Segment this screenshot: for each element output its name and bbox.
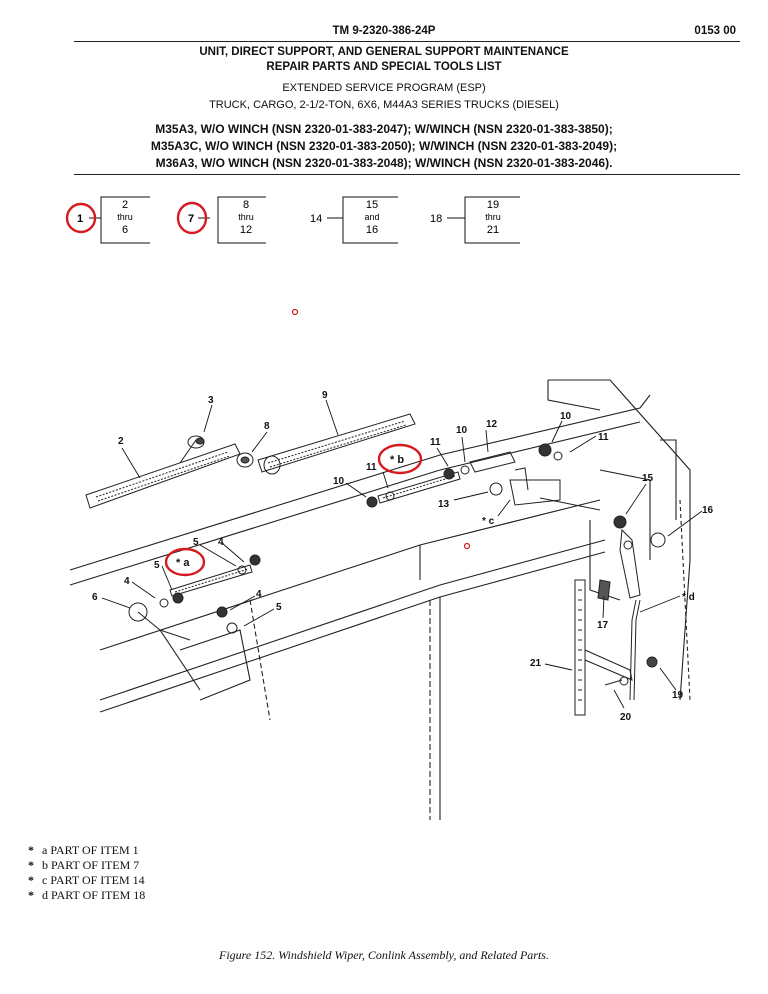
- legend-item: [28, 858, 139, 873]
- callout-8: 8: [264, 421, 270, 432]
- callout-10: 10: [333, 476, 345, 487]
- group-range-start: 2: [121, 199, 129, 211]
- wiper-arm-left: [86, 436, 253, 508]
- program-line: EXTENDED SERVICE PROGRAM (ESP): [282, 82, 486, 94]
- group-item-18: 18: [430, 213, 443, 225]
- group-range-end: 21: [486, 224, 500, 236]
- model-line-3: M36A3, W/O WINCH (NSN 2320-01-383-2048); W/WINCH (NSN 2320-01-383-2046).: [155, 156, 613, 170]
- model-line-2: M35A3C, W/O WINCH (NSN 2320-01-383-2050); W/WINCH (NSN 2320-01-383-2049);: [150, 139, 618, 153]
- legend-star: *: [28, 858, 34, 872]
- title-line-1: UNIT, DIRECT SUPPORT, AND GENERAL SUPPORT MAINTENANCE: [199, 46, 569, 58]
- callout-star-b: * b: [390, 454, 405, 466]
- callout-10: 10: [456, 425, 468, 436]
- legend-item: [28, 873, 145, 888]
- callout-star-a: * a: [176, 557, 190, 569]
- callout-4: 4: [124, 576, 130, 587]
- callout-13: 13: [438, 499, 450, 510]
- callout-numbers: [92, 390, 714, 723]
- callout-15: 15: [642, 473, 654, 484]
- callout-10: 10: [560, 411, 572, 422]
- callout-5: 5: [276, 602, 282, 613]
- callout-4: 4: [256, 589, 262, 600]
- legend-text: a PART OF ITEM 1: [42, 843, 139, 857]
- drive-link-left: [129, 555, 260, 640]
- group-range-end: 6: [121, 224, 129, 236]
- figure-caption: Figure 152. Windshield Wiper, Conlink Assembly, and Related Parts.: [219, 948, 549, 962]
- callout-20: 20: [620, 712, 632, 723]
- legend-item: [28, 888, 145, 903]
- callout-3: 3: [208, 395, 214, 406]
- group-bracket-7: [178, 197, 266, 243]
- legend-text: c PART OF ITEM 14: [42, 873, 145, 887]
- group-range-end: 12: [239, 224, 253, 236]
- page-code: 0153 00: [694, 25, 736, 37]
- group-range-word: thru: [238, 212, 254, 222]
- group-range-start: 15: [365, 199, 379, 211]
- callout-6: 6: [92, 592, 98, 603]
- red-dot-mark: [293, 310, 298, 315]
- callout-star-d: * d: [682, 592, 695, 603]
- legend-star: *: [28, 843, 34, 857]
- callout-21: 21: [530, 658, 542, 669]
- legend-star: *: [28, 888, 34, 902]
- group-bracket-18: [430, 197, 520, 243]
- document-number: TM 9-2320-386-24P: [332, 25, 436, 37]
- red-dot-mark: [465, 544, 470, 549]
- group-bracket-1: [67, 197, 150, 243]
- group-bracket-14: [310, 197, 398, 243]
- callout-11: 11: [366, 462, 377, 473]
- callout-9: 9: [322, 390, 328, 401]
- legend-star: *: [28, 873, 34, 887]
- legend-text: d PART OF ITEM 18: [42, 888, 146, 902]
- cowl-structure: [70, 380, 690, 820]
- group-range-start: 19: [486, 199, 500, 211]
- group-item-1: 1: [77, 213, 84, 225]
- callout-19: 19: [672, 690, 684, 701]
- crank-linkage: [575, 516, 665, 715]
- group-range-word: and: [364, 212, 380, 222]
- title-line-2: REPAIR PARTS AND SPECIAL TOOLS LIST: [266, 61, 502, 73]
- group-item-14: 14: [310, 213, 323, 225]
- group-range-end: 16: [365, 224, 379, 236]
- callout-12: 12: [486, 419, 498, 430]
- callout-11: 11: [598, 432, 609, 443]
- group-range-word: thru: [117, 212, 133, 222]
- group-item-7: 7: [188, 213, 195, 225]
- callout-4: 4: [218, 537, 224, 548]
- truck-line: TRUCK, CARGO, 2-1/2-TON, 6X6, M44A3 SERIES TRUCKS (DIESEL): [209, 99, 559, 111]
- callout-17: 17: [597, 620, 609, 631]
- group-range-start: 8: [242, 199, 250, 211]
- legend-item: [28, 843, 139, 858]
- callout-5: 5: [154, 560, 160, 571]
- legend-text: b PART OF ITEM 7: [42, 858, 140, 872]
- callout-16: 16: [702, 505, 714, 516]
- model-line-1: M35A3, W/O WINCH (NSN 2320-01-383-2047); W/WINCH (NSN 2320-01-383-3850);: [155, 122, 613, 136]
- group-range-word: thru: [485, 212, 501, 222]
- callout-5: 5: [193, 537, 199, 548]
- callout-2: 2: [118, 436, 124, 447]
- callout-star-c: * c: [482, 516, 495, 527]
- callout-11: 11: [430, 437, 441, 448]
